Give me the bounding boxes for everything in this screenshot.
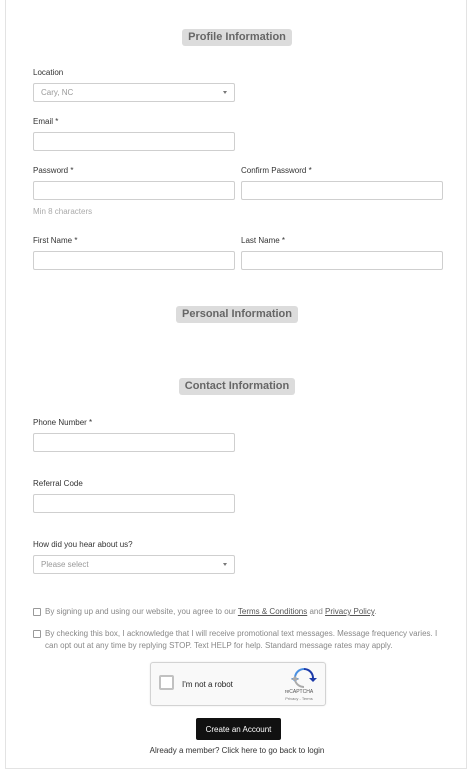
referral-field[interactable] bbox=[33, 494, 235, 513]
create-account-button[interactable]: Create an Account bbox=[196, 718, 281, 740]
contact-section-heading bbox=[0, 376, 474, 393]
password-field[interactable] bbox=[33, 181, 235, 200]
heard-about-label: How did you hear about us? bbox=[33, 540, 133, 549]
terms-suffix-text: . bbox=[374, 607, 377, 616]
confirm-password-label: Confirm Password * bbox=[241, 166, 312, 175]
terms-and-text: and bbox=[307, 607, 326, 616]
profile-section-heading bbox=[0, 27, 474, 44]
email-field[interactable] bbox=[33, 132, 235, 151]
recaptcha-terms[interactable]: Privacy - Terms bbox=[285, 696, 313, 701]
heard-about-select[interactable] bbox=[33, 555, 235, 574]
sms-consent bbox=[33, 628, 445, 652]
password-label: Password * bbox=[33, 166, 74, 175]
contact-section-title: Contact Information bbox=[179, 378, 296, 395]
last-name-label: Last Name * bbox=[241, 236, 286, 245]
recaptcha-brand: reCAPTCHA bbox=[284, 689, 314, 695]
terms-consent-text bbox=[45, 606, 445, 618]
recaptcha-widget bbox=[150, 662, 326, 706]
last-name-field[interactable] bbox=[241, 251, 443, 270]
recaptcha-logo-icon bbox=[289, 668, 319, 690]
password-hint: Min 8 characters bbox=[33, 207, 93, 216]
profile-section-title: Profile Information bbox=[182, 29, 292, 46]
email-label: Email * bbox=[33, 117, 59, 126]
confirm-password-field[interactable] bbox=[241, 181, 443, 200]
terms-link[interactable]: Terms & Conditions bbox=[237, 607, 308, 616]
location-select[interactable] bbox=[33, 83, 235, 102]
login-link[interactable]: Already a member? Click here to go back to login bbox=[149, 746, 325, 755]
referral-label: Referral Code bbox=[33, 479, 83, 488]
location-select-value: Cary, NC bbox=[41, 88, 74, 97]
location-label: Location bbox=[33, 68, 64, 77]
privacy-link[interactable]: Privacy Policy bbox=[325, 607, 375, 616]
recaptcha-label: I'm not a robot bbox=[182, 680, 233, 689]
personal-section-heading bbox=[0, 304, 474, 321]
heard-about-select-value: Please select bbox=[41, 560, 89, 569]
personal-section-title: Personal Information bbox=[176, 306, 298, 323]
phone-field[interactable] bbox=[33, 433, 235, 452]
first-name-label: First Name * bbox=[33, 236, 78, 245]
terms-prefix-text: By signing up and using our website, you agree to our bbox=[45, 607, 238, 616]
chevron-down-icon bbox=[223, 91, 227, 94]
recaptcha-checkbox[interactable] bbox=[159, 675, 174, 690]
chevron-down-icon bbox=[223, 563, 227, 566]
terms-consent bbox=[33, 606, 445, 618]
first-name-field[interactable] bbox=[33, 251, 235, 270]
sms-consent-text: By checking this box, I acknowledge that I will receive promotional text messages. Message frequency varies. I can opt out at any time by replying STOP. Text HELP for help. Standard message rates may apply. bbox=[45, 629, 438, 650]
phone-label: Phone Number * bbox=[33, 418, 93, 427]
sms-checkbox[interactable] bbox=[33, 630, 41, 638]
terms-checkbox[interactable] bbox=[33, 608, 41, 616]
